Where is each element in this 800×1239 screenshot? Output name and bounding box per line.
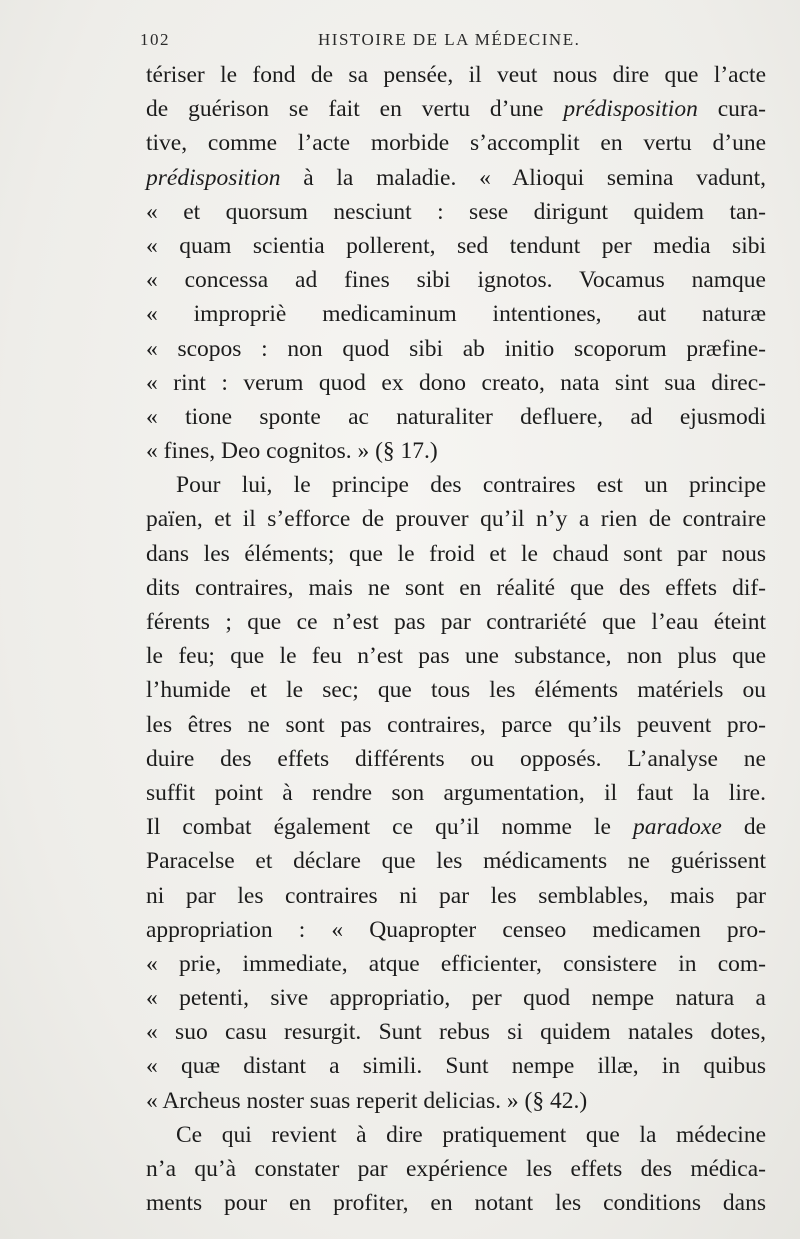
text-line: dans les éléments; que le froid et le chaud sont par nous <box>146 540 766 567</box>
text-line: l’humide et le sec; que tous les éléments matériels ou <box>146 677 766 704</box>
italic-term: prédisposition <box>146 164 281 191</box>
text-line: « Archeus noster suas reperit delicias. » (§ 42.) <box>146 1087 588 1114</box>
text-line: « fines, Deo cognitos. » (§ 17.) <box>146 438 438 465</box>
text-line: dits contraires, mais ne sont en réalité que des effets dif- <box>146 574 766 601</box>
text-line: Ce qui revient à dire pratiquement que la médecine <box>176 1121 766 1148</box>
text-line: n’a qu’à constater par expérience les effets des médica- <box>146 1156 766 1182</box>
text-line: les êtres ne sont pas contraires, parce qu’ils peuvent pro- <box>146 711 766 738</box>
text-line: « concessa ad fines sibi ignotos. Vocamus namque <box>146 267 766 294</box>
body-text <box>146 58 766 1220</box>
italic-term: paradoxe <box>633 814 722 841</box>
text-line: païen, et il s’efforce de prouver qu’il n’y a rien de contraire <box>146 506 766 533</box>
text-line: ni par les contraires ni par les semblables, mais par <box>146 882 766 909</box>
italic-term: prédisposition <box>563 96 698 123</box>
text-line: « tione sponte ac naturaliter defluere, ad ejusmodi <box>146 403 766 430</box>
text-line: Il combat également ce qu’il nomme le paradoxe de <box>146 814 766 841</box>
text-line: duire des effets différents ou opposés. L’analyse ne <box>146 745 766 772</box>
text-line: « rint : verum quod ex dono creato, nata sint sua direc- <box>146 369 766 396</box>
text-line: ments pour en profiter, en notant les conditions dans <box>146 1190 766 1217</box>
text-line: « quæ distant a simili. Sunt nempe illæ, in quibus <box>146 1053 766 1080</box>
text-line: Pour lui, le principe des contraires est un principe <box>176 472 766 499</box>
text-line: « prie, immediate, atque efficienter, consistere in com- <box>146 950 766 977</box>
text-line: prédisposition à la maladie. « Alioqui semina vadunt, <box>146 164 766 191</box>
text-line: de guérison se fait en vertu d’une prédisposition cura- <box>146 96 766 123</box>
text-line: « suo casu resurgit. Sunt rebus si quidem natales dotes, <box>146 1019 766 1046</box>
text-line: « quam scientia pollerent, sed tendunt per media sibi <box>146 232 766 259</box>
running-head: HISTOIRE DE LA MÉDECINE. <box>318 30 581 49</box>
text-line: suffit point à rendre son argumentation, il faut la lire. <box>146 779 766 806</box>
text-line: le feu; que le feu n’est pas une substance, non plus que <box>146 643 766 670</box>
text-line: tive, comme l’acte morbide s’accomplit en vertu d’une <box>146 130 766 157</box>
text-line: « impropriè medicaminum intentiones, aut naturæ <box>146 301 766 328</box>
text-line: « petenti, sive appropriatio, per quod nempe natura a <box>146 985 766 1012</box>
text-line: Paracelse et déclare que les médicaments ne guérissent <box>146 848 766 875</box>
text-line: « et quorsum nesciunt : sese dirigunt quidem tan- <box>146 198 766 225</box>
page-number: 102 <box>140 30 170 49</box>
page-header <box>140 30 765 54</box>
text-line: « scopos : non quod sibi ab initio scoporum præfine- <box>146 335 766 362</box>
text-line: appropriation : « Quapropter censeo medicamen pro- <box>146 916 766 943</box>
text-line: tériser le fond de sa pensée, il veut nous dire que l’acte <box>146 62 766 88</box>
text-line: férents ; que ce n’est pas par contrariété que l’eau éteint <box>146 609 766 635</box>
